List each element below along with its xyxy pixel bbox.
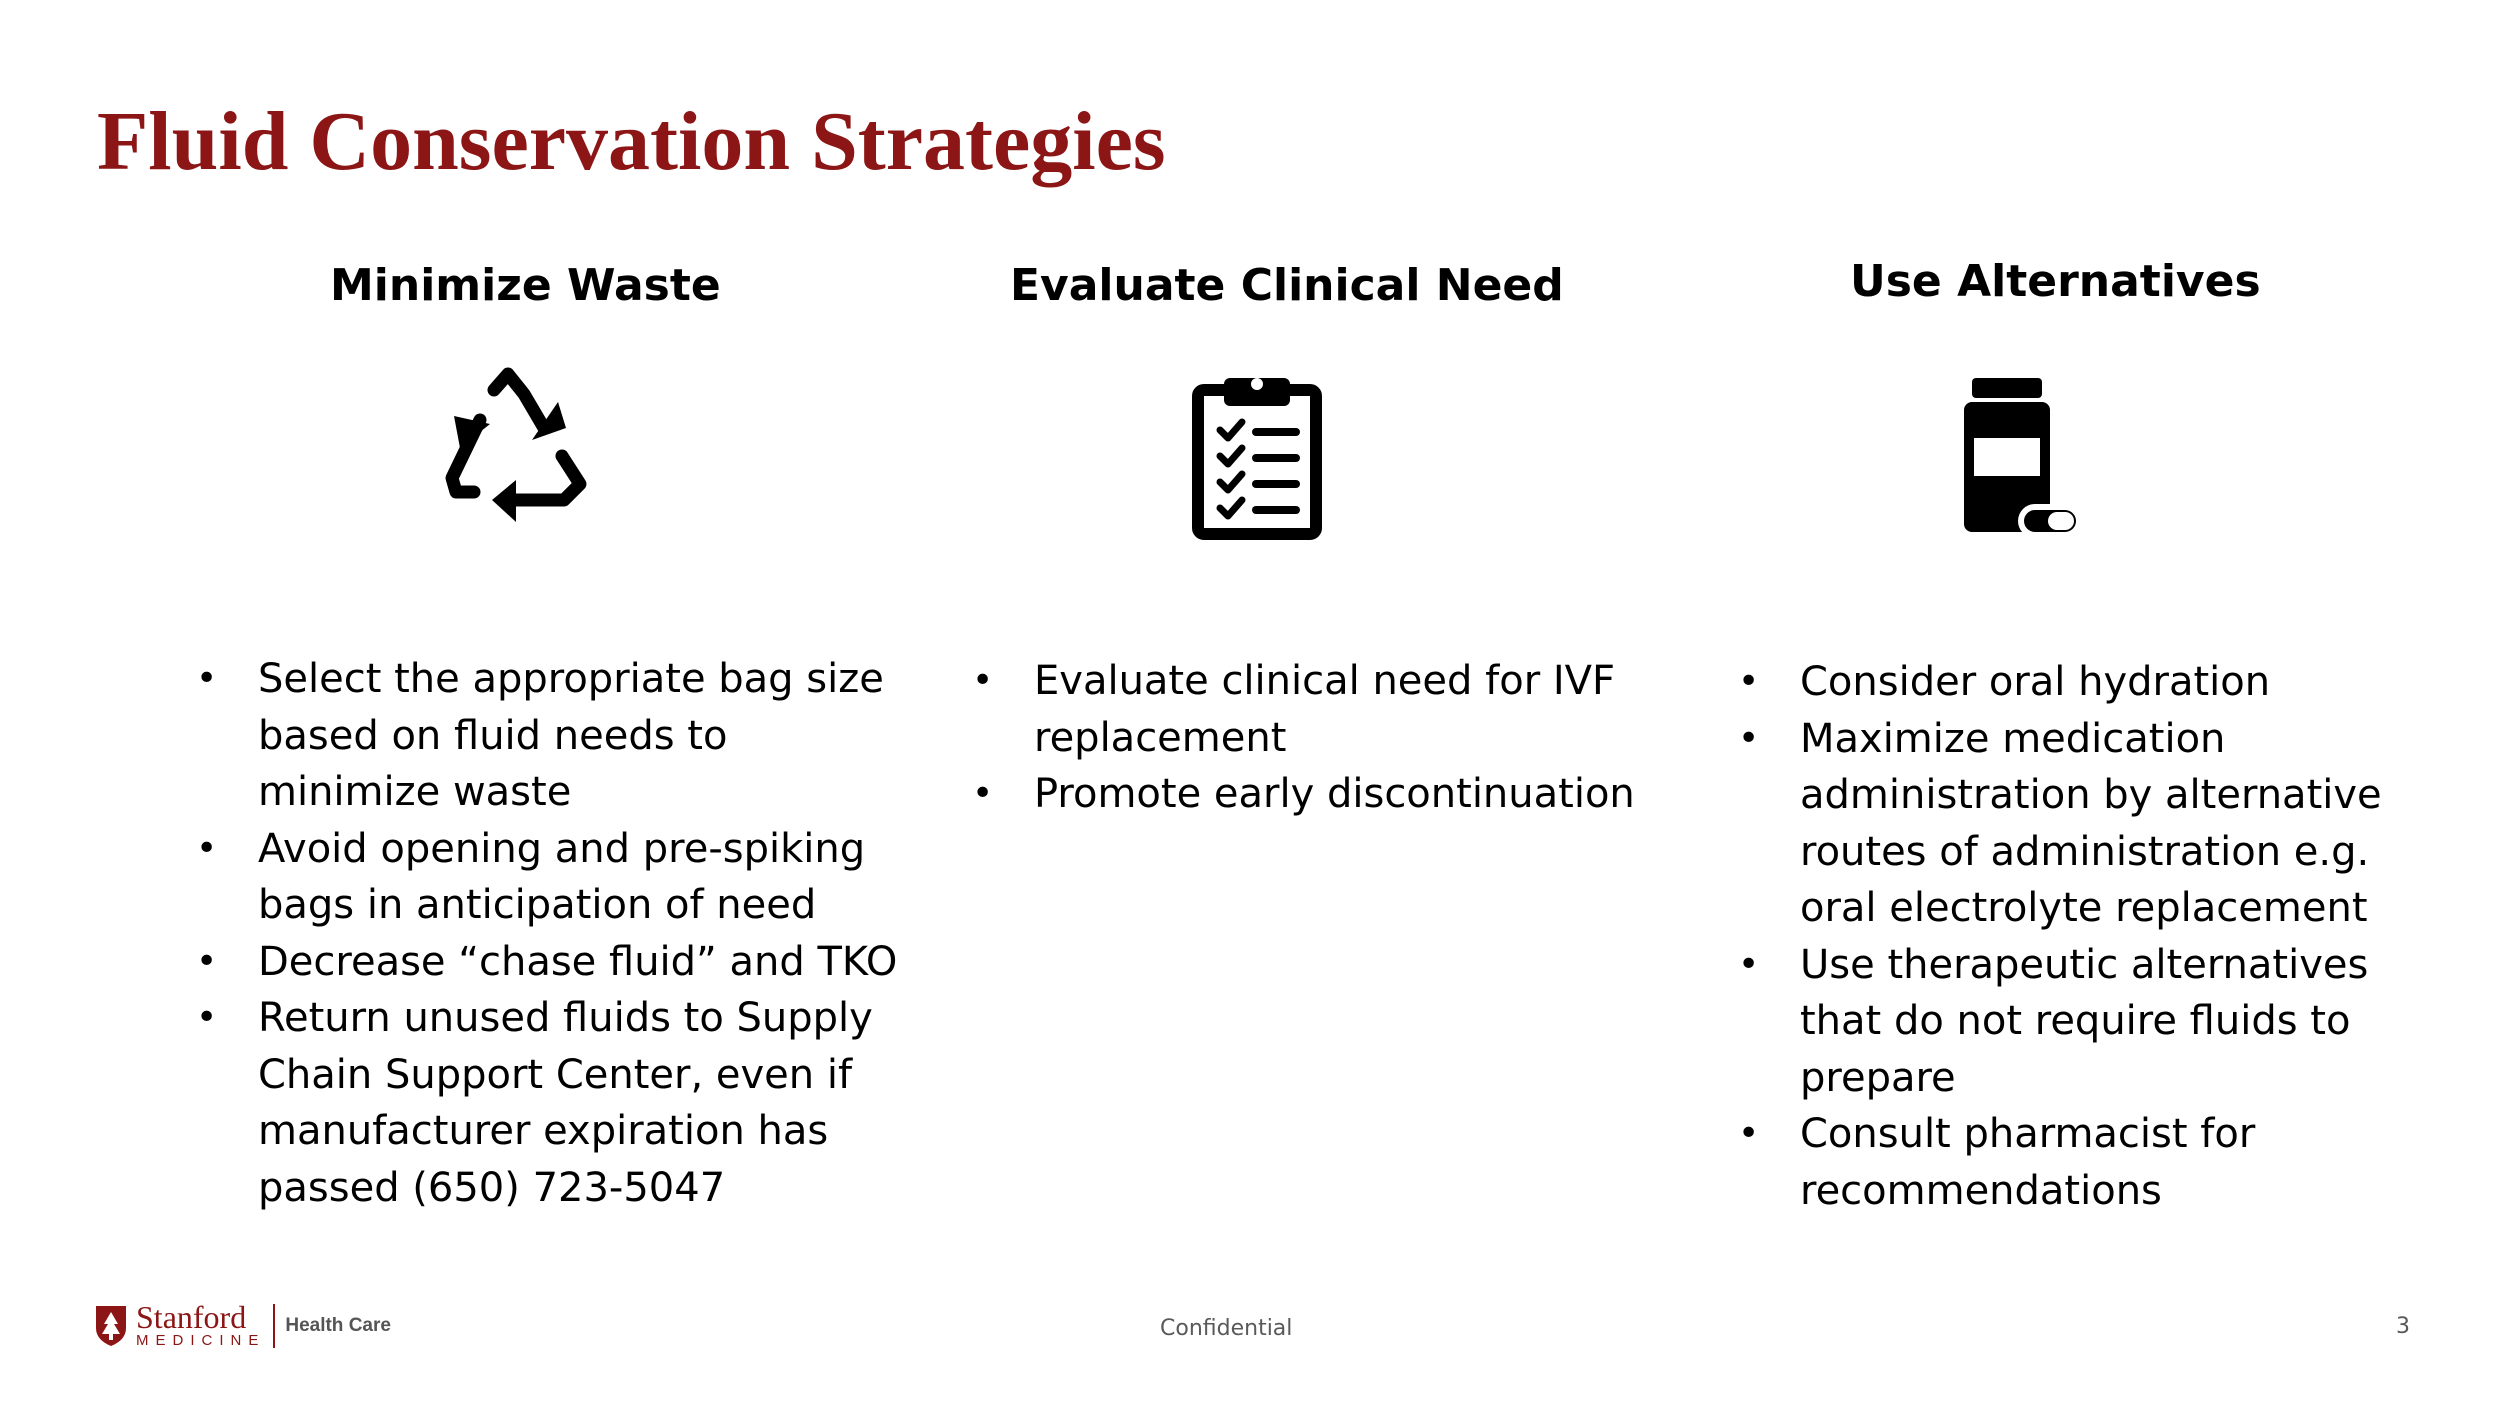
column-heading-evaluate-clinical-need: Evaluate Clinical Need <box>1010 260 1564 311</box>
stanford-shield-icon <box>94 1304 128 1348</box>
bullet-glyph: • <box>972 773 994 814</box>
list-item <box>196 934 916 991</box>
logo-stanford-text: Stanford <box>136 1299 247 1335</box>
column-heading-minimize-waste: Minimize Waste <box>330 260 721 311</box>
bullet-glyph: • <box>1738 717 1760 759</box>
logo-wordmark <box>136 1299 266 1350</box>
bullet-list-evaluate-clinical-need <box>972 653 1692 823</box>
recycle-icon <box>420 360 600 540</box>
list-item <box>196 651 916 821</box>
logo-medicine-text: MEDICINE <box>136 1332 266 1349</box>
logo-divider <box>273 1304 275 1348</box>
bullet-text: Consider oral hydration <box>1800 659 2271 705</box>
bullet-text: Maximize medication administration by alternative routes of administration e.g. oral electrolyte replacement <box>1800 715 2382 931</box>
logo-health-care-text: Health Care <box>285 1315 391 1336</box>
slide-title: Fluid Conservation Strategies <box>97 95 1166 188</box>
bullet-list-use-alternatives <box>1738 654 2438 1219</box>
bullet-text: Consult pharmacist for recommendations <box>1800 1111 2256 1214</box>
bullet-text: Return unused fluids to Supply Chain Support Center, even if manufacturer expiration has passed (650) 723-5047 <box>258 995 873 1211</box>
list-item <box>1738 937 2438 1107</box>
bullet-glyph: • <box>972 660 994 701</box>
list-item <box>972 766 1692 823</box>
list-item <box>196 990 916 1216</box>
confidential-label: Confidential <box>1160 1316 1293 1341</box>
bullet-glyph: • <box>1738 661 1760 702</box>
stanford-health-care-logo <box>94 1299 391 1350</box>
bullet-glyph: • <box>196 940 218 982</box>
bullet-glyph: • <box>1738 943 1760 985</box>
list-item <box>196 821 916 934</box>
bullet-glyph: • <box>196 827 218 869</box>
column-heading-use-alternatives: Use Alternatives <box>1850 256 2261 307</box>
bullet-text: Select the appropriate bag size based on fluid needs to minimize waste <box>258 656 884 815</box>
bullet-list-minimize-waste <box>196 651 916 1216</box>
page-number: 3 <box>2396 1314 2410 1339</box>
list-item <box>1738 1106 2438 1219</box>
bullet-glyph: • <box>1738 1113 1760 1154</box>
list-item <box>1738 654 2438 711</box>
clipboard-checklist-icon <box>1188 374 1328 542</box>
bullet-text: Evaluate clinical need for IVF replacement <box>1034 658 1616 761</box>
bullet-glyph: • <box>196 658 218 699</box>
bullet-text: Decrease “chase fluid” and TKO <box>258 938 898 985</box>
bullet-glyph: • <box>196 997 218 1038</box>
list-item <box>1738 711 2438 937</box>
bullet-text: Promote early discontinuation <box>1034 771 1635 817</box>
list-item <box>972 653 1692 766</box>
bullet-text: Avoid opening and pre-spiking bags in anticipation of need <box>258 825 866 928</box>
medicine-bottle-pill-icon <box>1960 376 2090 542</box>
bullet-text: Use therapeutic alternatives that do not require fluids to prepare <box>1800 941 2369 1101</box>
